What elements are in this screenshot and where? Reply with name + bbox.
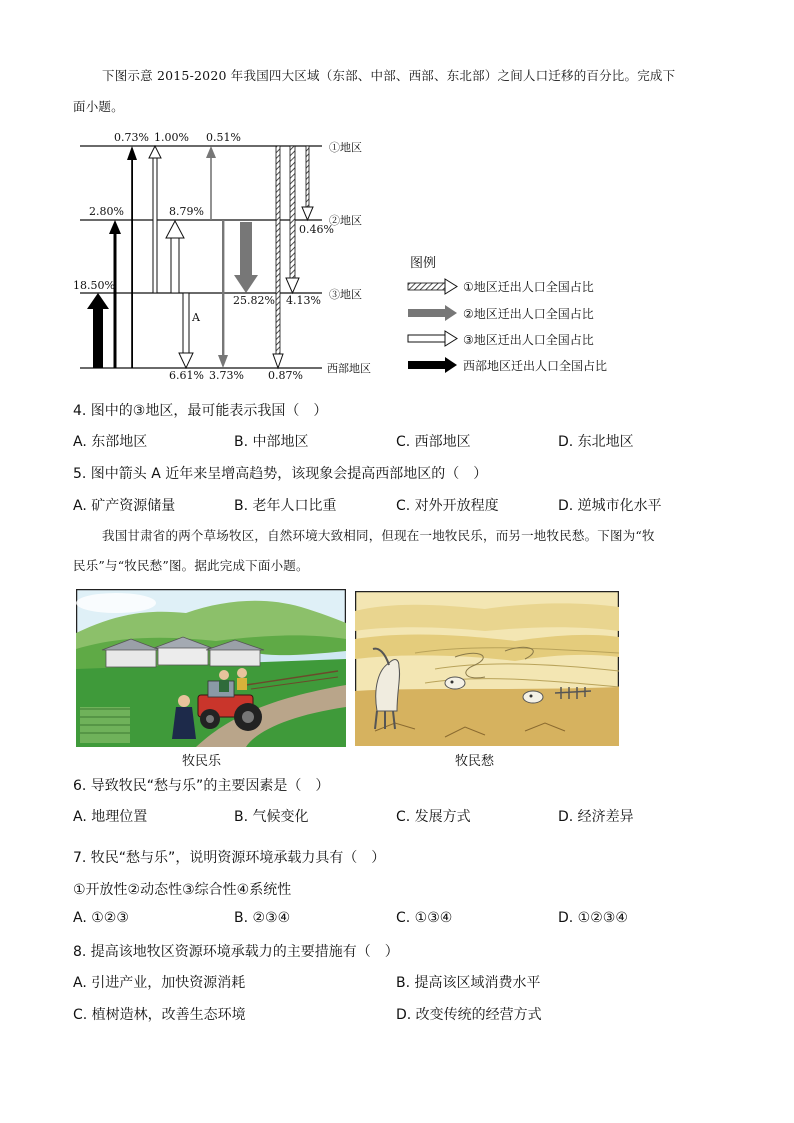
legend-label-region-2: ②地区迁出人口全国占比 [463, 307, 594, 321]
question-5-option-b: B. 老年人口比重 [234, 498, 337, 514]
region-label-3: ③地区 [329, 288, 362, 301]
question-6-option-d: D. 经济差异 [558, 809, 634, 825]
intro-paragraph-2-cont [73, 556, 309, 576]
intro-line-1: 下图示意 2015-2020 年我国四大区域（东部、中部、西部、东北部）之间人口迁移的百分比。完成下 [102, 68, 676, 83]
legend-swatch-region-3 [408, 331, 457, 346]
question-5-option-c: C. 对外开放程度 [396, 498, 499, 514]
migration-diagram [60, 125, 420, 385]
value-label-280: 2.80% [89, 205, 124, 218]
region-label-west: 西部地区 [327, 362, 371, 375]
question-6-option-b: B. 气候变化 [234, 809, 309, 825]
question-4-stem: 4. 图中的③地区，最可能表示我国（ ） [73, 403, 328, 419]
legend-label-region-3: ③地区迁出人口全国占比 [463, 333, 594, 347]
region-label-2: ②地区 [329, 214, 362, 227]
question-7-statements: ①开放性②动态性③综合性④系统性 [73, 882, 292, 898]
question-6-stem: 6. 导致牧民“愁与乐”的主要因素是（ ） [73, 778, 330, 794]
arrow-1-to-west [273, 146, 283, 368]
question-8-option-c: C. 植树造林，改善生态环境 [73, 1007, 246, 1023]
value-label-879: 8.79% [169, 205, 204, 218]
question-6-option-c: C. 发展方式 [396, 809, 471, 825]
question-4-option-c: C. 西部地区 [396, 434, 471, 450]
intro-paragraph-1 [102, 66, 722, 86]
question-7-option-b: B. ②③④ [234, 910, 291, 926]
question-6-option-a: A. 地理位置 [73, 809, 148, 825]
arrow-2-to-west [218, 220, 228, 368]
arrow-2-to-3 [234, 222, 258, 293]
question-4-option-a: A. 东部地区 [73, 434, 148, 450]
value-label-413: 4.13% [286, 294, 321, 307]
herders-worried-illustration [355, 591, 619, 746]
value-label-087: 0.87% [268, 369, 303, 382]
intro2-line-1: 我国甘肃省的两个草场牧区，自然环境大致相同，但现在一地牧民乐，而另一地牧民愁。下图为“牧 [102, 528, 655, 543]
value-label-1850: 18.50% [73, 279, 115, 292]
farm-buildings [102, 637, 264, 667]
crop-bundles [80, 707, 130, 743]
question-4-option-d: D. 东北地区 [558, 434, 634, 450]
question-7-option-a: A. ①②③ [73, 910, 129, 926]
legend-swatch-region-1 [408, 279, 457, 294]
value-label-373: 3.73% [209, 369, 244, 382]
legend-swatches [405, 276, 461, 376]
question-4-option-b: B. 中部地区 [234, 434, 309, 450]
question-8-option-b: B. 提高该区域消费水平 [396, 975, 541, 991]
herders-happy-illustration [76, 589, 346, 747]
question-8-stem: 8. 提高该地牧区资源环境承载力的主要措施有（ ） [73, 944, 399, 960]
region-label-1: ①地区 [329, 141, 362, 154]
question-7-stem: 7. 牧民“愁与乐”，说明资源环境承载力具有（ ） [73, 850, 386, 866]
question-7-option-d: D. ①②③④ [558, 910, 628, 926]
legend-swatch-west [408, 357, 457, 373]
legend-label-region-1: ①地区迁出人口全国占比 [463, 280, 594, 294]
question-5-option-a: A. 矿产资源储量 [73, 498, 176, 514]
intro-line-2: 面小题。 [73, 99, 124, 114]
arrow-west-to-1 [127, 146, 137, 368]
question-8-option-a: A. 引进产业，加快资源消耗 [73, 975, 246, 991]
value-label-073: 0.73% [114, 131, 149, 144]
arrow-west-to-2 [109, 220, 121, 368]
legend-label-west: 西部地区迁出人口全国占比 [463, 359, 608, 373]
question-8-option-d: D. 改变传统的经营方式 [396, 1007, 542, 1023]
arrow-a-label: A [192, 311, 200, 324]
intro2-line-2: 民乐”与“牧民愁”图。据此完成下面小题。 [73, 558, 309, 573]
arrow-west-to-3 [87, 293, 109, 368]
value-label-051: 0.51% [206, 131, 241, 144]
intro-paragraph-1-cont [73, 97, 124, 117]
value-label-661: 6.61% [169, 369, 204, 382]
arrow-1-to-2 [302, 146, 313, 220]
value-label-100: 1.00% [154, 131, 189, 144]
caption-herders-worried: 牧民愁 [455, 754, 495, 769]
value-label-2582: 25.82% [233, 294, 275, 307]
question-5-stem: 5. 图中箭头 A 近年来呈增高趋势，该现象会提高西部地区的（ ） [73, 466, 488, 482]
arrow-3-to-2 [166, 221, 184, 293]
arrow-2-to-1 [206, 146, 216, 220]
caption-herders-happy: 牧民乐 [182, 754, 222, 769]
value-label-046: 0.46% [299, 223, 334, 236]
question-5-option-d: D. 逆城市化水平 [558, 498, 662, 514]
arrow-3-to-west-a [179, 293, 193, 368]
legend-title: 图例 [410, 256, 437, 271]
intro-paragraph-2 [102, 526, 722, 546]
legend-swatch-region-2 [408, 305, 457, 321]
question-7-option-c: C. ①③④ [396, 910, 453, 926]
